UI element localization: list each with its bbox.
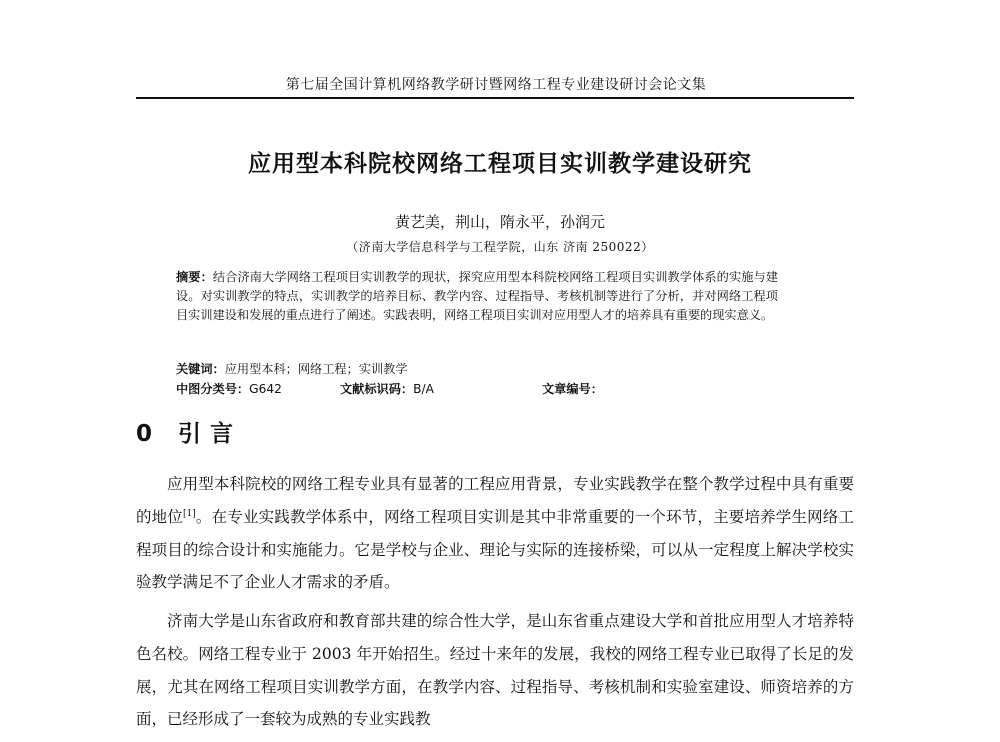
body-paragraph-2: 济南大学是山东省政府和教育部共建的综合性大学，是山东省重点建设大学和首批应用型人才培养特色名校。网络工程专业于 2003 年开始招生。经过十来年的发展，我校的网络工程专业已取得了长足的发展，尤其在网络工程项目实训教学方面，在教学内容、过程指导、考核机制和实验室建设、师资培养的方面，已经形成了一套较为成熟的专业实践教 — [136, 612, 854, 729]
p1-text-b: 。在专业实践教学体系中，网络工程项目实训是其中非常重要的一个环节，主要培养学生网络工程项目的综合设计和实施能力。它是学校与企业、理论与实际的连接桥梁，可以从一定程度上解决学校实验教学满足不了企业人才需求的矛盾。 — [136, 507, 854, 592]
clc-value: G642 — [249, 382, 282, 396]
keywords-text: 应用型本科；网络工程；实训教学 — [224, 362, 408, 376]
document-code — [340, 380, 434, 399]
clc-label: 中图分类号： — [176, 382, 250, 396]
abstract-text: 结合济南大学网络工程项目实训教学的现状，探究应用型本科院校网络工程项目实训教学体系的实施与建设。对实训教学的特点，实训教学的培养目标、教学内容、过程指导、考核机制等进行了分析，并对网络工程项目实训建设和发展的重点进行了阐述。实践表明，网络工程项目实训对应用型人才的培养具有重要的现实意义。 — [176, 270, 779, 322]
doc-code-label: 文献标识码： — [340, 382, 414, 396]
article-number-label: 文章编号： — [542, 382, 603, 396]
body-paragraph-1 — [136, 468, 854, 599]
p1-text-a: 应用型本科院校的网络工程专业具有显著的工程应用背景，专业实践教学在整个教学过程中具有重要的地位 — [136, 475, 854, 526]
section-heading — [136, 418, 242, 450]
clc-number — [176, 380, 282, 399]
section-number: 0 — [136, 421, 153, 447]
section-title: 引言 — [178, 421, 242, 447]
keywords — [176, 360, 778, 379]
header-divider — [136, 97, 854, 99]
paper-title: 应用型本科院校网络工程项目实训教学建设研究 — [248, 151, 752, 177]
citation-ref: [1] — [183, 508, 196, 519]
abstract — [176, 268, 778, 325]
classification-row — [176, 380, 778, 399]
abstract-label: 摘要： — [176, 270, 213, 284]
running-header: 第七届全国计算机网络教学研讨暨网络工程专业建设研讨会论文集 — [285, 77, 707, 93]
author-list: 黄艺美，荆山，隋永平，孙润元 — [394, 213, 605, 231]
article-number — [542, 380, 603, 399]
affiliation: （济南大学信息科学与工程学院，山东 济南 250022） — [346, 240, 654, 254]
keywords-label: 关键词： — [176, 362, 225, 376]
doc-code-value: B/A — [413, 382, 434, 396]
